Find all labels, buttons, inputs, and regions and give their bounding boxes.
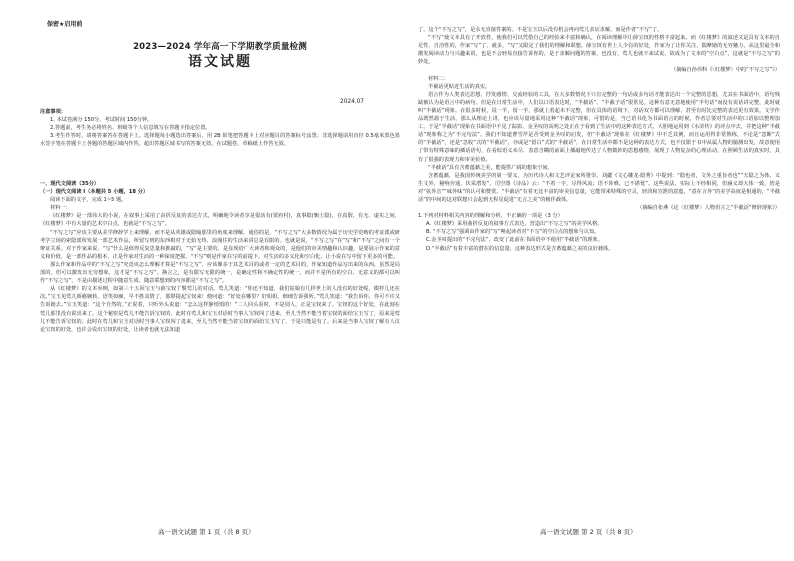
page-1 (40, 0, 400, 561)
page-2 (418, 0, 780, 561)
paragraph: 《红楼梦》是一部伟大的小说，在叙事上采用了由折反复的表达方式，明确地令读者享是很活有(贾府村)，真事隐(甄士隐)，在真假、有无、虚实之间，《红楼梦》中有大量的艺术空白点，也就是“不写之写”。 (40, 213, 400, 228)
notice-heading: 注意事项： (40, 109, 66, 115)
confidential-label: 保密★启用前 (47, 21, 83, 28)
paragraph: “不写”使文本具有了开放性，使我们可以凭借自己的经验来丰富和确认，在阅读理解中让薛宝钗的性格丰富起来。而《红楼梦》的叙述又是具有文本的自足性、自洽性的，作家“写”了，就多，“写”又限定了我们的理解和联想。薛宝钗有世上人少有的好处，作家为了让你关注、揣摩她的无穷魅力，从这里最全和激发阅读动力与兴趣来说，也是不会轻易直接告诉你的。是于求解问题的答案，也没有，莺儿也就不来试说，故成为了文本的“空白点”，这就是“不写之写”的妙处。 (418, 35, 780, 66)
paragraph: “半截话”具有含蓄蕴藉之美，能提供广阔的想象空间。 (428, 164, 553, 171)
question-1-option-b: B. “不写之写”强调由作家的“写”唤起读者对“不写”的空白点的想象与认知。 (426, 229, 600, 236)
paragraph: 那么作家和作品中的“不写之写”究竟该怎么理解才算是“不写之写”，应该像多于其艺术目的或者一定的艺术目的。作家知道作品写出来的东西，虽然是局部的，但可以激发出无穷想象，这才是“不写之写”。换言之，是有限写无限的统一，是确定性和不确定性的统一，而并不是所有的空白、无意义的都可以叫作“不写之写”，不是由描述过程中随意生成、随意联想到的内容都是“不写之写”。 (40, 261, 400, 285)
notice-block (40, 108, 400, 148)
question-1-option-c: C.金圣叹提出的“不完句法”，改变了此前在书面语中不使用“半截话”的现象。 (426, 237, 603, 244)
section-heading: 一、现代文阅读（35分） (40, 181, 100, 187)
notice-item-2: 2.答题前，考生务必将姓名、班级等个人信息填写在答题卡指定位置。 (50, 125, 211, 132)
question-1-stem: 1.下列对材料相关内容的理解和分析，不正确的一项是（3 分） (418, 213, 563, 220)
material-2-label: 材料二： (428, 75, 449, 82)
paragraph: 语言作为人类表达思想、抒发感情、交流经验的工具，在大多数情况下只有完整的一句话或多句话才能表达出一个完整的思想，尤其在书面语中，语句残缺被认为是语言中的病句。但是在日常生活中，人们以口语表达时，“半截话”、“半截子话”很常见。这种有意无意地使用“半句话”而没有说话讲完整，此时就叫“半截话”现象。在很多时候，说一半，留一半，那就上着起未不完整，但在具体的语境下，对话双方都可以理解，甚至有时比完整的表达更有效果。文学作品既然源于生活，那么从理论上讲，也应该尽量地采用这种“半截话”现象，可惜的是，当已语书化为书面语言的时候，作者总要对生活中的口语加以整理加工，于是“半截话”现象在书面语中不见了踪影。金圣叹的高明之处正在于看到了生活中的这种表达方式，大胆地运用到《水浒传》的评点中去，并把这种“半截话”现象称之为“不完句法”。我们不知道曹雪芹是否受到金圣叹的启发，但“半截话”现象在《红楼梦》中不乏其例，而且运用得非常熟练，不论是“忽断”式的“半截话”，还是“急收”式的“半截话”，亦或是“留白”式的“半截话”，在日常生活中都不是这种的表达方式，也不仅限于书中从属人物的臆测出发，故意使用了带有特殊意味的插话语句，在看似语义未尽、表意含糊的前面上插敲地传达了人物微妙的思想感情，展现了人物复杂的心理活动，在照顾生活的真实时，具有了很强的表现力和审美价值。 (418, 91, 780, 163)
material-2-subtitle: 半截话更贴近生活的真实。 (428, 83, 491, 90)
notice-item-3: 3.考生作答时，请将答案答在答题卡上。选择题每小题选出答案后，用 2B 铅笔把答题卡上对应题目的答案标号涂黑；非选择题请用直径 0.5毫米黑色墨水签字笔在答题卡上各题的答题区域内作答。超出答题区域书写的答案无效，在试题卷、草稿纸上作答无效。 (40, 133, 400, 148)
continuation (418, 26, 780, 253)
paragraph: 含蓄蕴藉，是我国传统美学的第一要义，为历代诗人和文艺评论家所推崇。刘勰《文心雕龙·隐秀》中提到：“隐也者，文外之重旨者也”“夫隐之为体，义生文外，秘响旁通，伏采潜发”。司空图《诗品》云：“不着一字，尽得风流；语不涉难，已不堪忧”。这些说法，实际上不经相同，但涵义却大体一致，皆是对“弦外音”“味外味”的认可和赞赏。“半截话”有着无比丰富的审美信息量，它能带来特殊的空灵，轻淡和宣泄的意蕴，“意在言外”的美学高度是相通的，“半截话”的中间的这对联想只会起到无程星促进“无言之美”的极佳载体。 (418, 172, 780, 203)
question-1-option-d: D.“半截话”有着丰富的潜在的信息量，这种表达形式是含蓄蕴藉之美的良好载体。 (426, 245, 614, 252)
reading-instruction: 阅读下面的文字，完成 1~5 题。 (50, 197, 127, 204)
subject-title: 语文试题 (188, 54, 252, 70)
material-1-label: 材料一： (50, 205, 71, 212)
page-footer-left: 高一语文试题 第 1 页（共 8 页） (158, 528, 255, 536)
question-1-option-a: A.《红楼梦》采用曲折反复的叙事方式表达，营造出“不写之写”的美学风格。 (426, 221, 603, 228)
paragraph: 了。这个“不写之写”，是永无直接答案的。不是宝玉以后没有机会再向莺儿求证求解，而是作者“不写”了。 (418, 27, 663, 33)
paragraph: 从《红楼梦》的文本举例，如第三十五回宝玉与薛宝钗丫鬟莺儿的对话。莺儿笑道：“你还不知道，我们姑娘有几样世上的人没有的好处呢，模样儿还在次。”宝玉见莺儿娇憨婉转，语笑如痴，早不胜其情了，那堪提起宝钗来！便问道：“好处在哪里？好姐姐，细细告诉我听。”莺儿笑道：“我告诉你，你可不许又告诉她去。”宝玉笑道：“这个自然的。”正说着，只听外头说道：“怎么这样静悄悄的！”二人回头看时，不是别人，正是宝钗来了。宝钗的这个好处，在此刻在莺儿那里没有说出来了。这个秘密是莺儿不能告诉宝钗的，此时在莺儿和宝玉对话时当事人宝钗闯了进来，至儿当然不能当着宝钗的面给宝玉写了，原来是莺儿不能告诉宝钗的，此时在莺儿和宝玉对话时当事人宝钗闯了进来，至儿当然不能当着宝钗的面给宝玉写了，于是只能是有了。后来是当事人宝钗了解有人议论宝钗的好处，也许会说出宝钗的好处，让读者也就无法知道 (40, 286, 400, 333)
page-footer-right: 高一语文试题 第 2 页（共 8 页） (540, 528, 637, 536)
notice-item-1: 1. 本试卷满分 150分，考试时间 150分钟。 (50, 117, 153, 124)
paragraph: “不写之写”应该主要从美学修辞学上来理解，而不是从英雄或隐喻那里的角度来理解。通俗的是，“不写之写”大多数情况为属于历史学范畴的考证派或研考学立场的索隐派所发展一部艺术作品，所留写到的东西相对于无始无终、浪漫往的生活来讲总是有限的。也就是说，“不写之写”在“写”和“不写”之间有一个辩证关系。对于作家来说，“写”什么是值得反复思量和推敲的，“写”是主要的，是显现给广大读者和观众的，是他们的审美情趣和认识趣，是要展示作家的意义和价值，是一部作品的根本，正是作家对生活的一种深度把握。“不写”则是作家在写的前提下，对生活的多义化和空白化，让小说在写中留下更多的可能。 (40, 229, 400, 260)
exam-title: 2023—2024 学年高一下学期教学质量检测 (133, 42, 307, 52)
subsection-heading: （一）现代文阅读 I（本题共 5 小题，18 分） (40, 189, 149, 196)
source-citation-2: （摘编自张燕《论〈红楼梦〉人物语言之“半截话”修辞现象》） (637, 205, 780, 212)
exam-date: 2024.07 (340, 99, 364, 105)
section-1 (40, 180, 400, 334)
source-citation-1: （摘编自孙伟科《〈红楼梦〉中的“不写之写”》） (670, 67, 780, 74)
